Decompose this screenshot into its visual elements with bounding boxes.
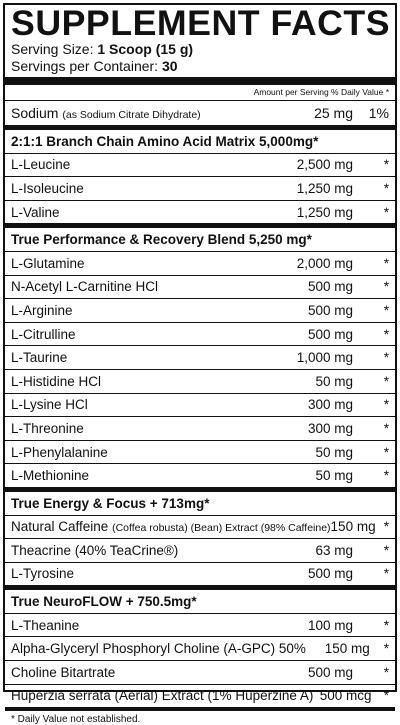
ingredient-sections [11, 130, 389, 711]
ingredient-amount: 300 mg [307, 420, 353, 436]
ingredient-name: L-Taurine [11, 350, 68, 366]
ingredient-amount: 100 mg [307, 617, 353, 633]
ingredient-dv: * [383, 326, 389, 342]
ingredient-name: L-Tyrosine [11, 566, 75, 582]
ingredient-row [5, 201, 395, 225]
ingredient-dv: * [383, 468, 389, 484]
ingredient-amount: 500 mg [307, 279, 353, 295]
ingredient-dv: * [383, 420, 389, 436]
ingredient-dv: * [383, 542, 389, 558]
ingredient-amount: 2,000 mg [296, 255, 353, 271]
sodium-row: Sodium (as Sodium Citrate Dihydrate) 25 mg 1% [5, 101, 395, 126]
ingredient-dv: * [383, 204, 389, 220]
ingredient-dv: * [383, 350, 389, 366]
section-header: True Energy & Focus + 713mg* [5, 492, 395, 516]
ingredient-amount: 1,000 mg [296, 350, 353, 366]
ingredient-dv: * [383, 641, 389, 657]
ingredient-amount: 500 mg [307, 326, 353, 342]
ingredient-amount: 2,500 mg [296, 157, 353, 173]
ingredient-name: Alpha-Glyceryl Phosphoryl Choline (A-GPC) 50% [11, 641, 306, 657]
section-header: True Performance & Recovery Blend 5,250 mg* [5, 228, 395, 252]
ingredient-dv: * [383, 397, 389, 413]
ingredient-row [5, 323, 395, 347]
ingredient-name: L-Theanine [11, 617, 80, 633]
ingredient-name: Natural Caffeine (Coffea robusta) (Bean) Extract (98% Caffeine) [11, 519, 331, 535]
ingredient-row [5, 299, 395, 323]
ingredient-row [5, 441, 395, 465]
ingredient-row [5, 539, 395, 563]
ingredient-row [5, 563, 395, 587]
ingredient-name: Choline Bitartrate [11, 664, 116, 680]
ingredient-row [5, 276, 395, 300]
column-header: Amount per Serving % Daily Value * [5, 85, 395, 101]
ingredient-name: L-Histidine HCl [11, 373, 102, 389]
ingredient-amount: 50 mg [315, 373, 353, 389]
ingredient-row [5, 154, 395, 178]
ingredient-row [5, 516, 395, 540]
ingredient-name: Huperzia serrata (Aerial) Extract (1% Huperzine A) [11, 688, 314, 704]
servings-per-container: Servings per Container: 30 [11, 58, 178, 74]
ingredient-name: L-Threonine [11, 420, 84, 436]
ingredient-dv: * [383, 255, 389, 271]
ingredient-name: L-Glutamine [11, 255, 85, 271]
serving-size: Serving Size: 1 Scoop (15 g) [11, 41, 194, 57]
ingredient-amount: 50 mg [315, 444, 353, 460]
ingredient-amount: 500 mg [307, 664, 353, 680]
ingredient-amount: 500 mg [307, 566, 353, 582]
ingredient-name: N-Acetyl L-Carnitine HCl [11, 279, 159, 295]
thick-divider [5, 77, 395, 85]
ingredient-dv: * [383, 617, 389, 633]
ingredient-name: L-Methionine [11, 468, 90, 484]
ingredient-dv: * [383, 157, 389, 173]
ingredient-name: L-Phenylalanine [11, 444, 108, 460]
ingredient-dv: * [383, 688, 389, 704]
ingredient-name: L-Valine [11, 204, 60, 220]
ingredient-amount: 1,250 mg [296, 204, 353, 220]
ingredient-name: L-Isoleucine [11, 180, 84, 196]
ingredient-row [5, 685, 395, 708]
ingredient-amount: 500 mg [307, 302, 353, 318]
ingredient-row [5, 417, 395, 441]
ingredient-dv: * [383, 180, 389, 196]
ingredient-dv: * [383, 302, 389, 318]
panel-title: SUPPLEMENT FACTS [11, 4, 391, 43]
ingredient-amount: 300 mg [307, 397, 353, 413]
ingredient-dv: * [383, 444, 389, 460]
ingredient-row [5, 370, 395, 394]
supplement-facts-panel [3, 3, 397, 725]
section-header: 2:1:1 Branch Chain Amino Acid Matrix 5,000mg* [5, 130, 395, 154]
ingredient-amount: 150 mg [324, 641, 370, 657]
ingredient-row [5, 464, 395, 488]
ingredient-amount: 1,250 mg [296, 180, 353, 196]
ingredient-name: L-Citrulline [11, 326, 76, 342]
ingredient-amount: 50 mg [315, 468, 353, 484]
ingredient-name: Theacrine (40% TeaCrine®) [11, 542, 179, 558]
ingredient-dv: * [383, 566, 389, 582]
ingredient-dv: * [383, 373, 389, 389]
ingredient-name: L-Lysine HCl [11, 397, 88, 413]
ingredient-note: (Coffea robusta) (Bean) Extract (98% Caffeine) [112, 522, 331, 535]
ingredient-row [5, 394, 395, 418]
ingredient-amount: 500 mcg [319, 688, 372, 704]
ingredient-row [5, 614, 395, 638]
ingredient-dv: * [383, 279, 389, 295]
ingredient-amount: 150 mg [330, 519, 376, 535]
ingredient-dv: * [383, 519, 389, 535]
footnote: * Daily Value not established. [11, 714, 141, 725]
ingredient-name: L-Arginine [11, 302, 73, 318]
ingredient-name: L-Leucine [11, 157, 71, 173]
ingredient-amount: 63 mg [315, 542, 353, 558]
ingredient-row [5, 346, 395, 370]
ingredient-row [5, 177, 395, 201]
ingredient-row [5, 252, 395, 276]
ingredient-dv: * [383, 664, 389, 680]
section-header: True NeuroFLOW + 750.5mg* [5, 590, 395, 614]
ingredient-row [5, 637, 395, 661]
ingredient-row [5, 661, 395, 685]
